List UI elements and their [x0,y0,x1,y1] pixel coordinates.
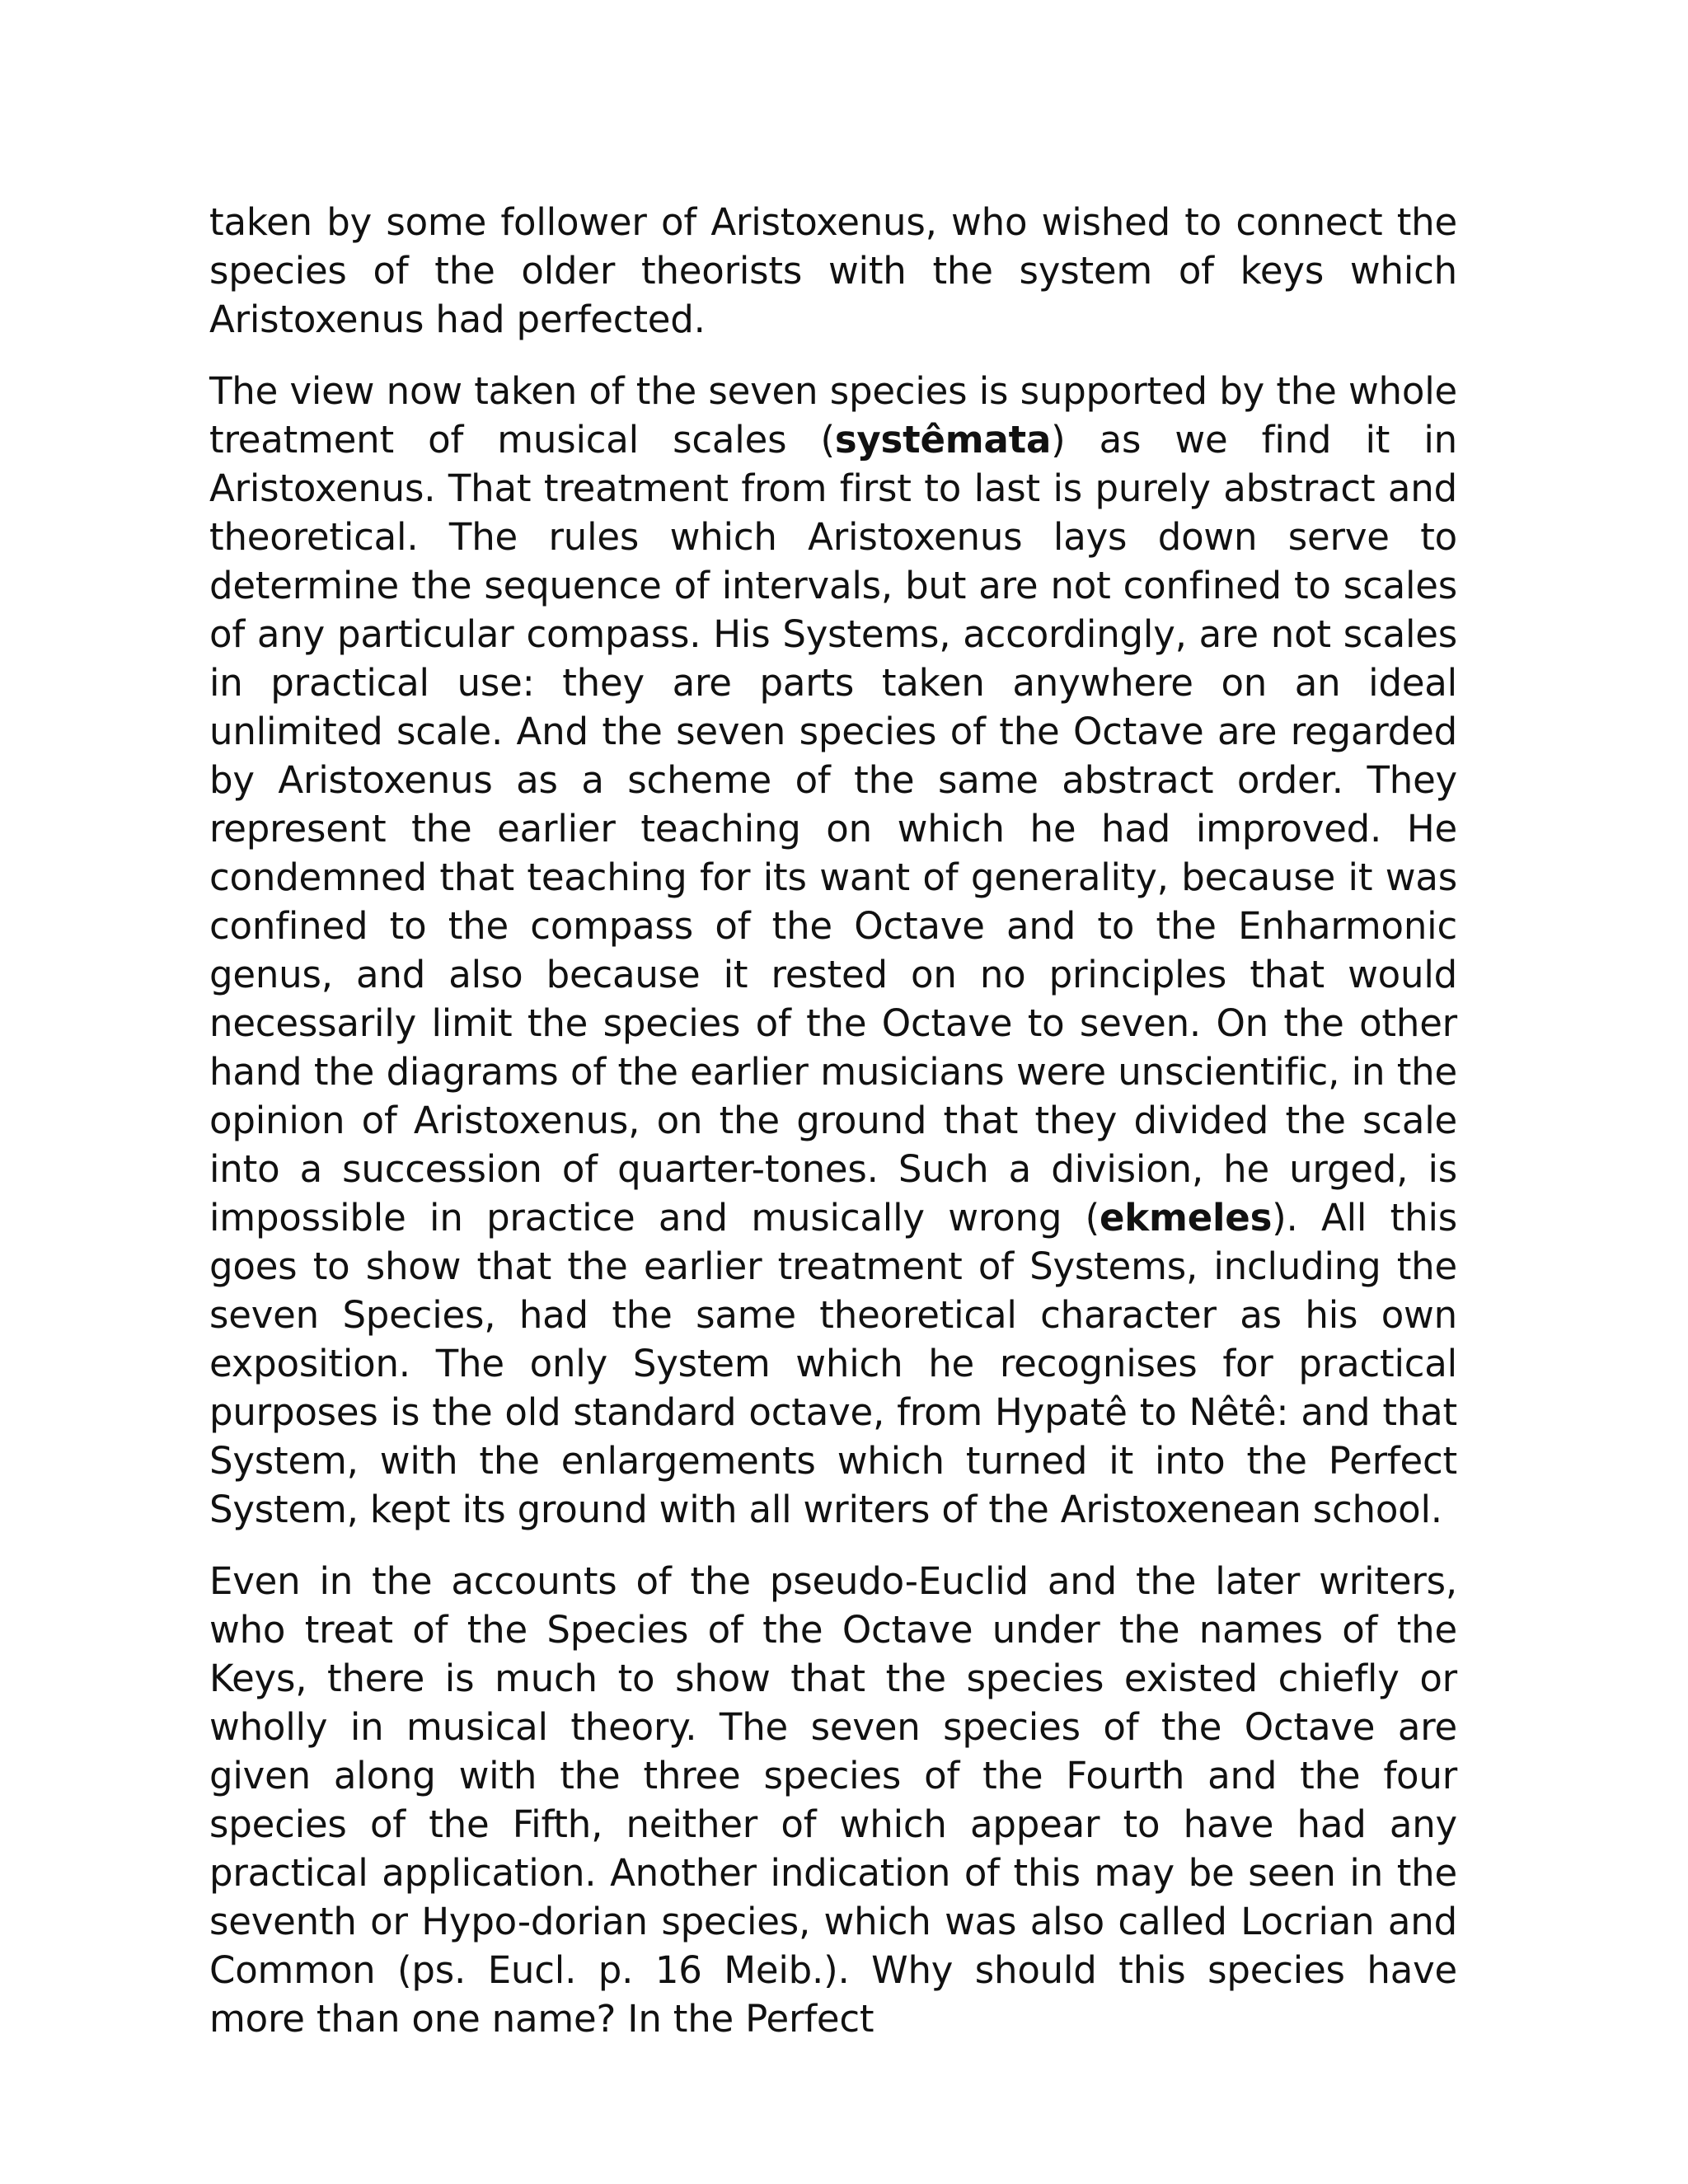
paragraph-2-text-b: ) as we find it in Aristoxenus. That treatment from first to last is purely abstract and theoretical. The rules which Aristoxenus lays down serve to determine the sequence of intervals, but are not confined to scales of any particular compass. His Systems, accordingly, are not scales in practical use: they are parts taken anywhere on an ideal unlimited scale. And the seven species of the Octave are regarded by Aristoxenus as a scheme of the same abstract order. They represent the earlier teaching on which he had improved. He condemned that teaching for its want of generality, because it was confined to the compass of the Octave and to the Enharmonic genus, and also because it rested on no principles that would necessarily limit the species of the Octave to seven. On the other hand the diagrams of the earlier musicians were unscientific, in the opinion of Aristoxenus, on the ground that they divided the scale into a succession of quarter-tones. Such a division, he urged, is impossible in practice and musically wrong ( [209,418,1457,1240]
paragraph-1 [209,198,1457,344]
paragraph-2-text-a: The view now taken of the seven species is supported by the whole treatment of musical scales ( [209,369,1457,462]
paragraph-3 [209,1557,1457,2043]
document-page [209,198,1457,2066]
term-systemata: systêmata [834,418,1052,462]
paragraph-2 [209,367,1457,1534]
paragraph-1-text: taken by some follower of Aristoxenus, who wished to connect the species of the older theorists with the system of keys which Aristoxenus had perfected. [209,200,1457,341]
paragraph-3-text: Even in the accounts of the pseudo-Euclid and the later writers, who treat of the Species of the Octave under the names of the Keys, there is much to show that the species existed chiefly or wholly in musical theory. The seven species of the Octave are given along with the three species of the Fourth and the four species of the Fifth, neither of which appear to have had any practical application. Another indication of this may be seen in the seventh or Hypo-dorian species, which was also called Locrian and Common (ps. Eucl. p. 16 Meib.). Why should this species have more than one name? In the Perfect [209,1559,1457,2041]
term-ekmeles: ekmeles [1099,1196,1273,1240]
paragraph-2-text-c: ). All this goes to show that the earlier treatment of Systems, including the seven Species, had the same theoretical character as his own exposition. The only System which he recognises for practical purposes is the old standard octave, from Hypatê to Nêtê: and that System, with the enlargements which turned it into the Perfect System, kept its ground with all writers of the Aristoxenean school. [209,1196,1457,1531]
